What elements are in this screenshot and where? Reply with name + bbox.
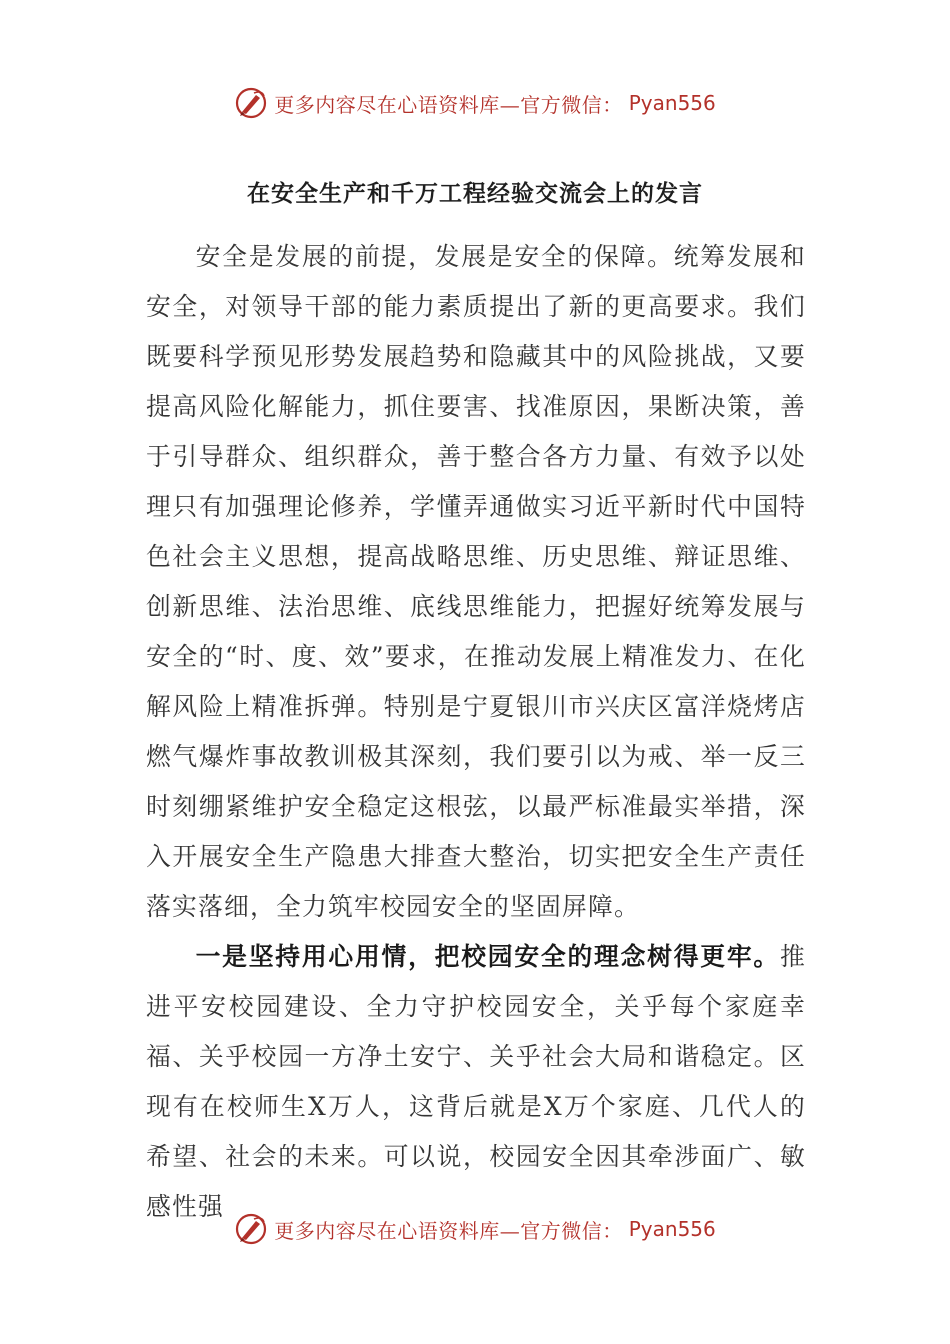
watermark-text: 更多内容尽在心语资料库—官方微信： [274, 92, 623, 117]
paragraph-text: 推进平安校园建设、全力守护校园安全，关乎每个家庭幸福、关乎校园一方净土安宁、关乎社会大局和谐稳定。区现有在校师生X万人，这背后就是X万个家庭、几代人的希望、社会的未来。可以说，校园安全因其牵涉面广、敏感性强 [146, 942, 806, 1221]
wechat-id: Pyan556 [628, 1217, 716, 1241]
footer-watermark-banner [0, 1209, 950, 1249]
pen-logo-icon [234, 1212, 268, 1246]
document-body [146, 232, 806, 1232]
header-watermark-banner [0, 83, 950, 123]
watermark-text: 更多内容尽在心语资料库—官方微信： [274, 1218, 623, 1243]
body-paragraph [146, 932, 806, 1232]
body-paragraph [146, 232, 806, 932]
paragraph-lead: 一是坚持用心用情，把校园安全的理念树得更牢。 [195, 942, 780, 971]
pen-logo-icon [234, 86, 268, 120]
document-title: 在安全生产和千万工程经验交流会上的发言 [247, 180, 703, 207]
paragraph-text: 安全是发展的前提，发展是安全的保障。统筹发展和安全，对领导干部的能力素质提出了新的更高要求。我们既要科学预见形势发展趋势和隐藏其中的风险挑战，又要提高风险化解能力，抓住要害、找准原因，果断决策，善于引导群众、组织群众，善于整合各方力量、有效予以处理只有加强理论修养，学懂弄通做实习近平新时代中国特色社会主义思想，提高战略思维、历史思维、辩证思维、创新思维、法治思维、底线思维能力，把握好统筹发展与安全的“时、度、效”要求，在推动发展上精准发力、在化解风险上精准拆弹。特别是宁夏银川市兴庆区富洋烧烤店燃气爆炸事故教训极其深刻，我们要引以为戒、举一反三时刻绷紧维护安全稳定这根弦，以最严标准最实举措，深入开展安全生产隐患大排查大整治，切实把安全生产责任落实落细，全力筑牢校园安全的坚固屏障。 [146, 242, 806, 921]
wechat-id: Pyan556 [628, 91, 716, 115]
